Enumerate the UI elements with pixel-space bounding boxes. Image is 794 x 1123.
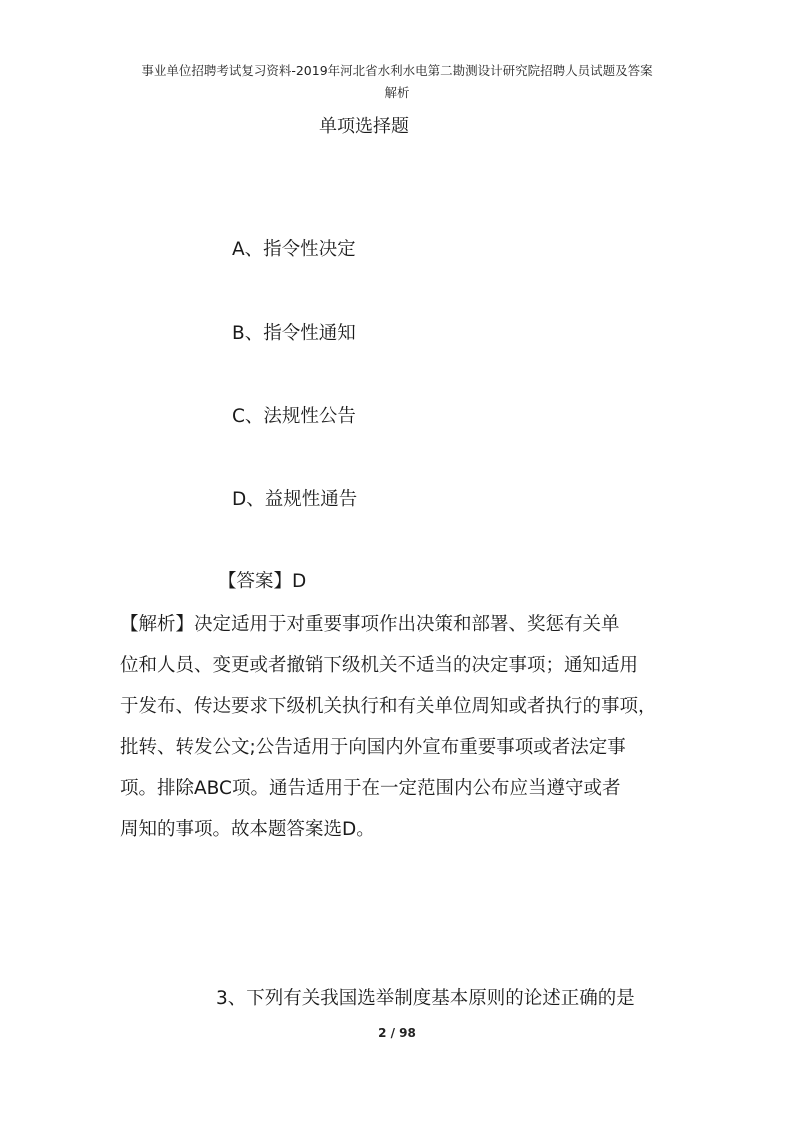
analysis-line: 【解析】决定适用于对重要事项作出决策和部署、奖惩有关单: [120, 614, 620, 635]
option-d: D、益规性通告: [232, 489, 358, 510]
document-header-subtitle: 解析: [384, 85, 410, 100]
option-a: A、指令性决定: [232, 239, 356, 260]
analysis-line: 位和人员、变更或者撤销下级机关不适当的决定事项；通知适用: [120, 655, 639, 676]
section-title: 单项选择题: [319, 116, 409, 137]
option-c: C、法规性公告: [232, 406, 356, 427]
analysis-line: 项。排除ABC项。通告适用于在一定范围内公布应当遵守或者: [120, 778, 621, 799]
analysis-line: 于发布、传达要求下级机关执行和有关单位周知或者执行的事项，: [120, 696, 657, 717]
answer-line: 【答案】D: [218, 571, 307, 592]
analysis-line: 批转、转发公文;公告适用于向国内外宣布重要事项或者法定事: [120, 737, 626, 758]
next-question-stem: 3、下列有关我国选举制度基本原则的论述正确的是: [216, 988, 635, 1009]
page-number: 2 / 98: [378, 1026, 416, 1040]
document-header-title: 事业单位招聘考试复习资料-2019年河北省水利水电第二勘测设计研究院招聘人员试题及答案: [141, 63, 653, 78]
option-b: B、指令性通知: [232, 323, 356, 344]
analysis-line: 周知的事项。故本题答案选D。: [120, 819, 375, 840]
